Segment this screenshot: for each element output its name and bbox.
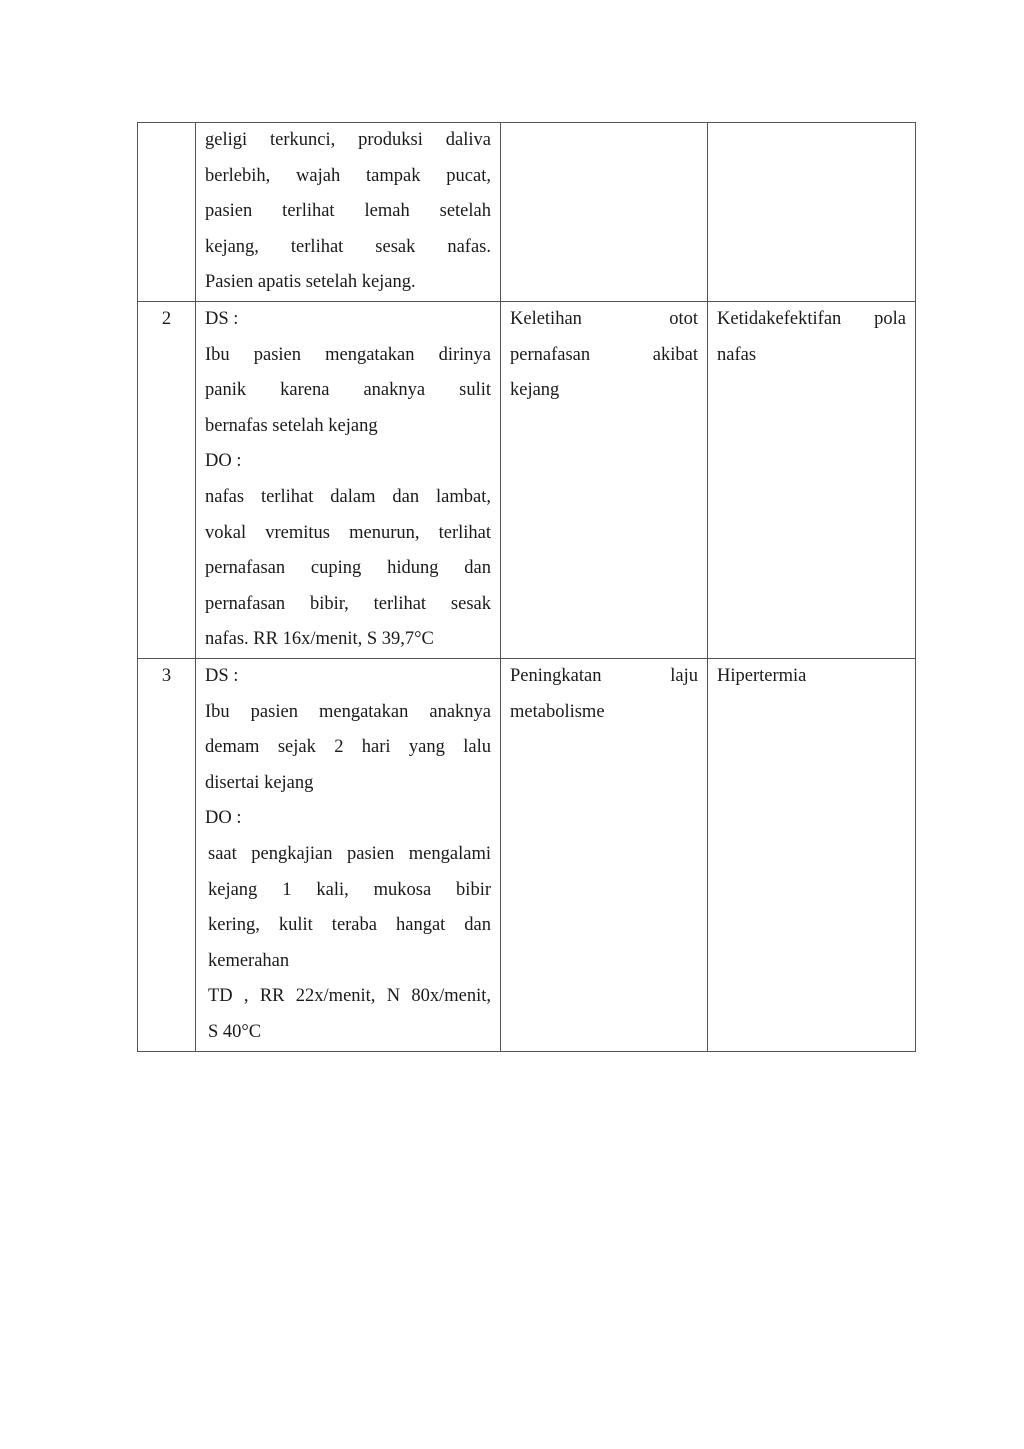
etiology-line: metabolisme — [510, 701, 605, 722]
data-line: kejang 1 kali, mukosa bibir — [208, 879, 491, 900]
data-line: kering, kulit teraba hangat dan — [208, 915, 491, 936]
table-row — [138, 123, 916, 302]
table-row — [138, 658, 916, 1051]
data-line: Pasien apatis setelah kejang. — [205, 272, 416, 293]
data-line: demam sejak 2 hari yang lalu — [205, 737, 491, 758]
data-line: berlebih, wajah tampak pucat, — [205, 165, 491, 186]
etiology-line: Keletihan otot — [510, 308, 698, 329]
data-line: DO : — [205, 451, 242, 472]
problem-line: nafas — [717, 344, 757, 365]
etiology-cell — [501, 301, 708, 658]
row-number-cell — [138, 658, 196, 1051]
data-line: Ibu pasien mengatakan dirinya — [205, 344, 491, 365]
data-cell — [196, 658, 501, 1051]
etiology-cell — [501, 658, 708, 1051]
data-line: saat pengkajian pasien mengalami — [208, 843, 491, 864]
etiology-line: Peningkatan laju — [510, 665, 698, 686]
data-line: panik karena anaknya sulit — [205, 380, 491, 401]
data-line: geligi terkunci, produksi daliva — [205, 130, 491, 150]
data-line: DS : — [205, 308, 239, 329]
data-line: bernafas setelah kejang — [205, 415, 378, 436]
data-line: vokal vremitus menurun, terlihat — [205, 522, 491, 543]
data-line: nafas terlihat dalam dan lambat, — [205, 486, 491, 507]
data-line: pasien terlihat lemah setelah — [205, 201, 491, 222]
row-number-cell — [138, 301, 196, 658]
row-number: 3 — [161, 665, 172, 686]
row-number: 2 — [161, 308, 172, 329]
data-line: disertai kejang — [205, 772, 314, 793]
data-line: kemerahan — [208, 950, 290, 971]
etiology-line: kejang — [510, 380, 560, 401]
table-row — [138, 301, 916, 658]
data-line: S 40°C — [208, 1021, 262, 1042]
data-line: kejang, terlihat sesak nafas. — [205, 236, 491, 257]
data-line: pernafasan cuping hidung dan — [205, 558, 491, 579]
nursing-diagnosis-table — [137, 122, 916, 1052]
data-line: pernafasan bibir, terlihat sesak — [205, 593, 491, 614]
problem-line: Hipertermia — [717, 665, 807, 686]
problem-cell — [708, 301, 916, 658]
problem-cell — [708, 123, 916, 302]
problem-cell — [708, 658, 916, 1051]
row-number-cell — [138, 123, 196, 302]
data-line: nafas. RR 16x/menit, S 39,7°C — [205, 629, 434, 650]
data-cell — [196, 123, 501, 302]
problem-line: Ketidakefektifan pola — [717, 308, 906, 329]
etiology-line: pernafasan akibat — [510, 344, 698, 365]
data-cell — [196, 301, 501, 658]
data-line: Ibu pasien mengatakan anaknya — [205, 701, 491, 722]
data-line: TD , RR 22x/menit, N 80x/menit, — [208, 986, 491, 1007]
data-line: DO : — [205, 808, 242, 829]
etiology-cell — [501, 123, 708, 302]
data-line: DS : — [205, 665, 239, 686]
